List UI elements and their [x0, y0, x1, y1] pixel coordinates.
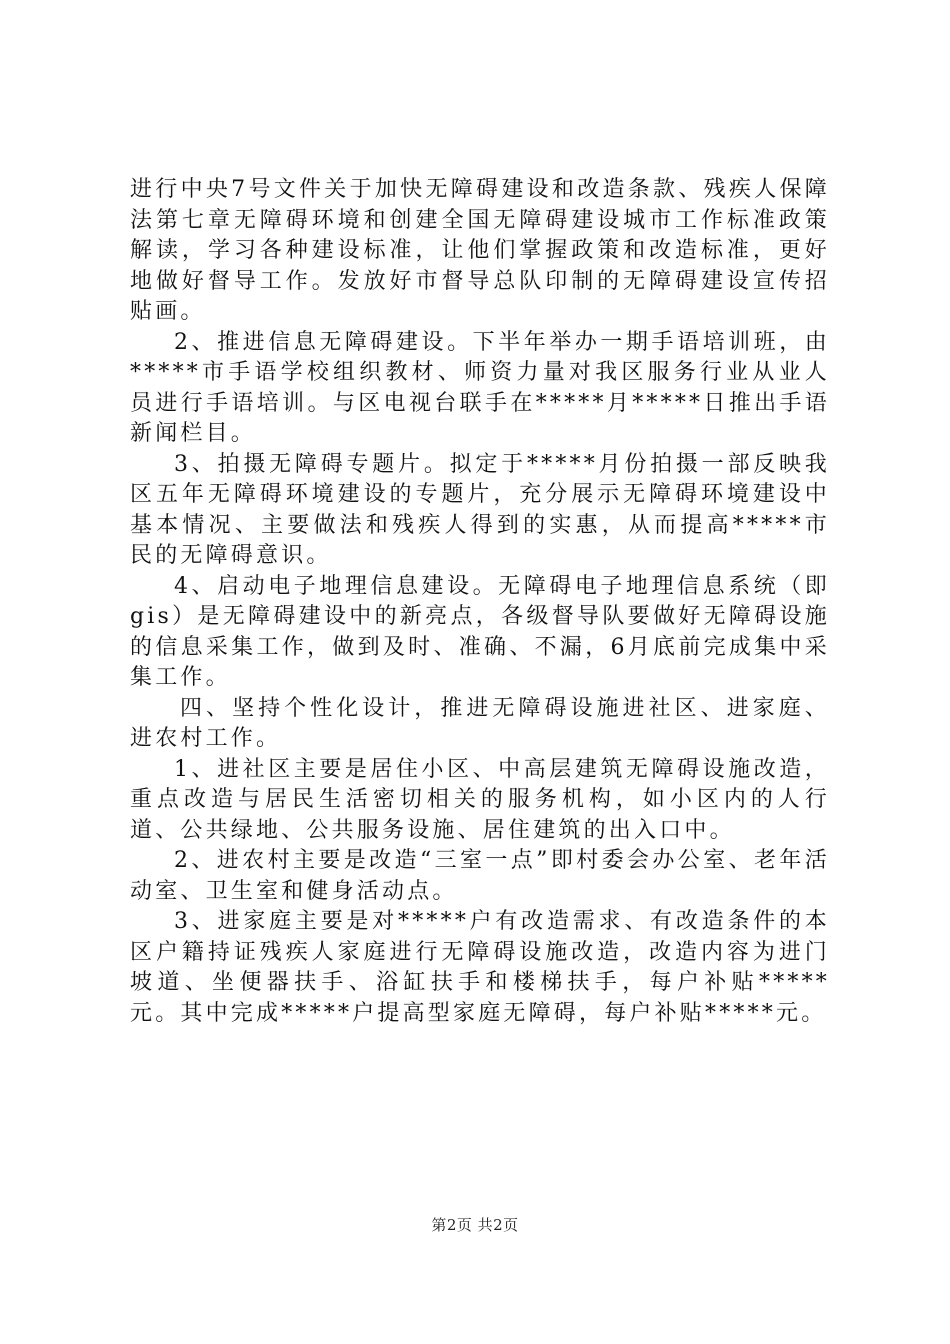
paragraph-item-2-rural: 2、进农村主要是改造“三室一点”即村委会办公室、老年活动室、卫生室和健身活动点。 [130, 848, 830, 904]
paragraph-item-1-community: 1、进社区主要是居住小区、中高层建筑无障碍设施改造，重点改造与居民生活密切相关的服务机构，如小区内的人行道、公共绿地、公共服务设施、居住建筑的出入口中。 [130, 756, 830, 843]
section-heading-four: 四、坚持个性化设计，推进无障碍设施进社区、进家庭、进农村工作。 [130, 695, 830, 751]
paragraph-item-2-sign-language: 2、推进信息无障碍建设。下半年举办一期手语培训班，由*****市手语学校组织教材、师资力量对我区服务行业从业人员进行手语培训。与区电视台联手在*****月*****日推出手语新闻栏目。 [130, 329, 830, 446]
paragraph-continuation: 进行中央7号文件关于加快无障碍建设和改造条款、残疾人保障法第七章无障碍环境和创建全国无障碍建设城市工作标准政策解读，学习各种建设标准，让他们掌握政策和改造标准，更好地做好督导工作。发放好市督导总队印制的无障碍建设宣传招贴画。 [130, 177, 830, 324]
paragraph-item-3-documentary: 3、拍摄无障碍专题片。拟定于*****月份拍摄一部反映我区五年无障碍环境建设的专题片，充分展示无障碍环境建设中基本情况、主要做法和残疾人得到的实惠，从而提高*****市民的无障碍意识。 [130, 451, 830, 568]
paragraph-item-4-gis: 4、启动电子地理信息建设。无障碍电子地理信息系统（即gis）是无障碍建设中的新亮点，各级督导队要做好无障碍设施的信息采集工作，做到及时、准确、不漏，6月底前完成集中采集工作。 [130, 573, 830, 690]
page-footer: 第2页 共2页 [431, 1216, 519, 1234]
document-body [130, 175, 830, 1029]
paragraph-item-3-household: 3、进家庭主要是对*****户有改造需求、有改造条件的本区户籍持证残疾人家庭进行无障碍设施改造，改造内容为进门坡道、坐便器扶手、浴缸扶手和楼梯扶手，每户补贴*****元。其中完成*****户提高型家庭无障碍，每户补贴*****元。 [130, 909, 830, 1026]
